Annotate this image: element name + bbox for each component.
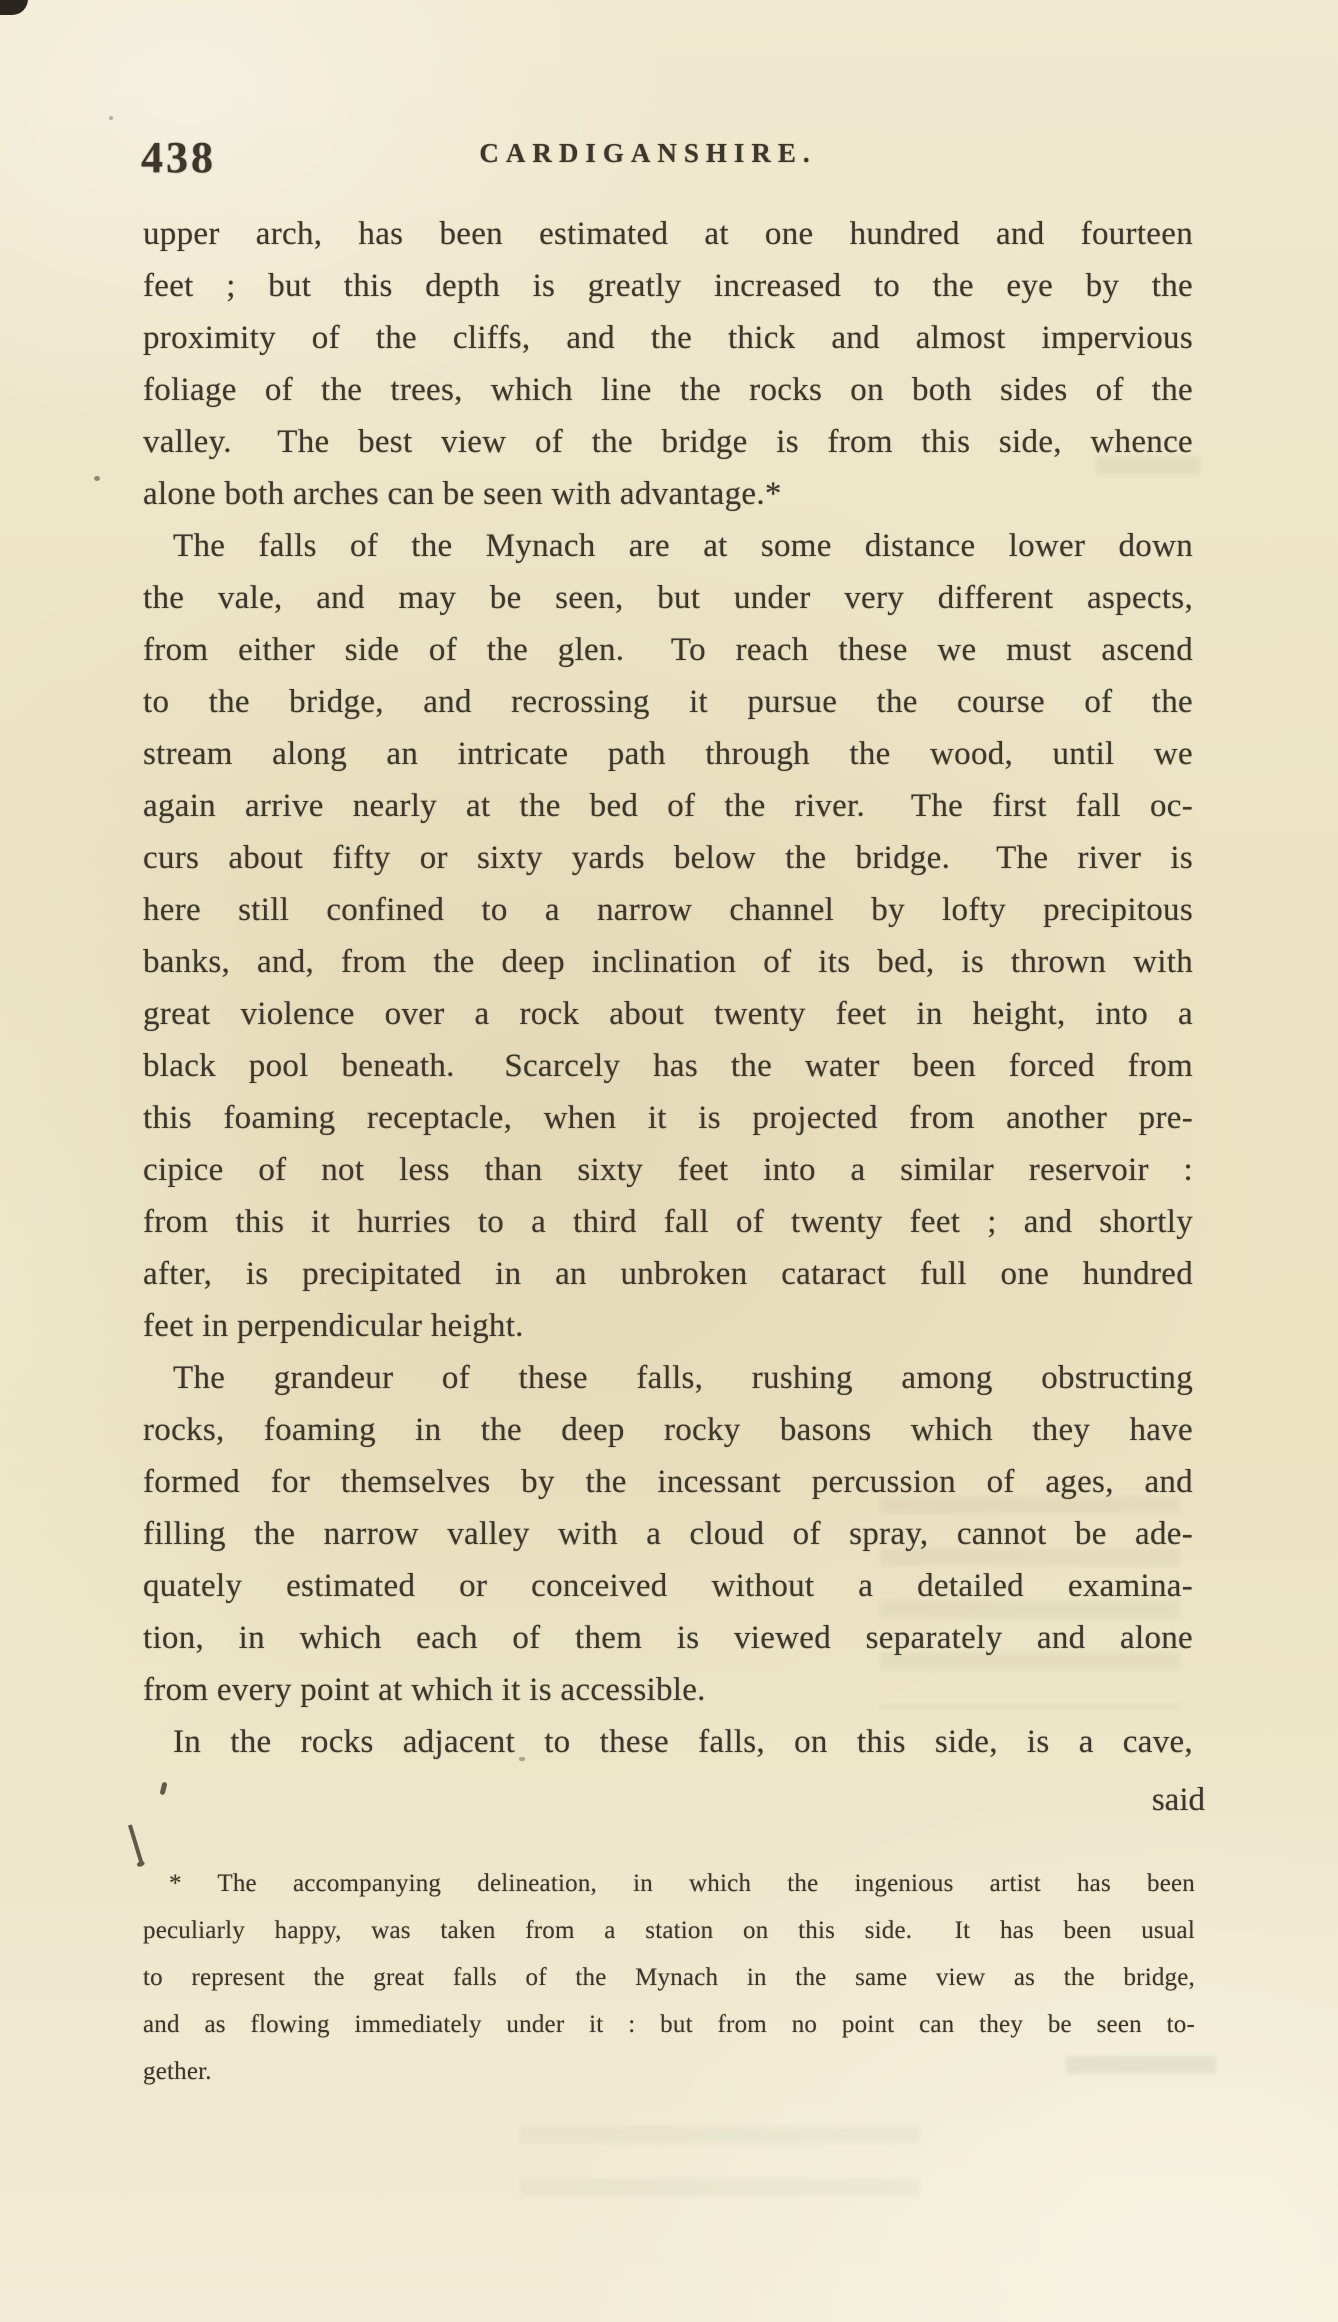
text-line: the vale, and may be seen, but under very different aspects, — [143, 580, 1193, 616]
text-line: banks, and, from the deep inclination of its bed, is thrown with — [143, 944, 1193, 980]
page-corner-ink-speck — [0, 0, 28, 15]
ink-speck — [94, 476, 100, 481]
text-line: stream along an intricate path through the wood, until we — [143, 736, 1193, 772]
text-line: from either side of the glen. To reach these we must ascend — [143, 632, 1193, 668]
text-line: from this it hurries to a third fall of twenty feet ; and shortly — [143, 1204, 1193, 1240]
text-line: black pool beneath. Scarcely has the water been forced from — [143, 1048, 1193, 1084]
text-line: cipice of not less than sixty feet into a similar reservoir : — [143, 1152, 1193, 1188]
footnote-line: * The accompanying delineation, in which the ingenious artist has been — [169, 1870, 1195, 1897]
text-line: this foaming receptacle, when it is projected from another pre- — [143, 1100, 1193, 1136]
running-title: CARDIGANSHIRE. — [479, 138, 817, 168]
text-line: proximity of the cliffs, and the thick and almost impervious — [143, 320, 1193, 356]
text-line: to the bridge, and recrossing it pursue the course of the — [143, 684, 1193, 720]
text-line: here still confined to a narrow channel by lofty precipitous — [143, 892, 1193, 928]
text-line: curs about fifty or sixty yards below the bridge. The river is — [143, 840, 1193, 876]
show-through-smudge — [520, 2110, 920, 2230]
text-line: feet ; but this depth is greatly increased to the eye by the — [143, 268, 1193, 304]
footnote-line: and as flowing immediately under it : but from no point can they be seen to- — [143, 2011, 1195, 2038]
text-line: after, is precipitated in an unbroken cataract full one hundred — [143, 1256, 1193, 1292]
footnote — [143, 1860, 1195, 2095]
text-line: feet in perpendicular height. — [143, 1308, 524, 1344]
text-line: rocks, foaming in the deep rocky basons which they have — [143, 1412, 1193, 1448]
footnote-line: peculiarly happy, was taken from a station on this side. It has been usual — [143, 1917, 1195, 1944]
ink-speck — [519, 1757, 525, 1761]
footnote-line: to represent the great falls of the Mynach in the same view as the bridge, — [143, 1964, 1195, 1991]
text-line: quately estimated or conceived without a detailed examina- — [143, 1568, 1193, 1604]
text-line: formed for themselves by the incessant percussion of ages, and — [143, 1464, 1193, 1500]
text-line: again arrive nearly at the bed of the river. The first fall oc- — [143, 788, 1193, 824]
text-line: from every point at which it is accessible. — [143, 1672, 706, 1708]
text-line: The falls of the Mynach are at some distance lower down — [173, 528, 1193, 564]
text-line: valley. The best view of the bridge is from this side, whence — [143, 424, 1193, 460]
catchword: said — [1151, 1782, 1205, 1818]
text-line: The grandeur of these falls, rushing among obstructing — [173, 1360, 1193, 1396]
page-number: 438 — [141, 133, 216, 182]
text-line: upper arch, has been estimated at one hundred and fourteen — [143, 216, 1193, 252]
text-line: alone both arches can be seen with advantage.* — [143, 476, 782, 512]
text-line: In the rocks adjacent to these falls, on this side, is a cave, — [173, 1724, 1193, 1760]
text-line: foliage of the trees, which line the rocks on both sides of the — [143, 372, 1193, 408]
footnote-line: gether. — [143, 2058, 212, 2085]
text-line: tion, in which each of them is viewed separately and alone — [143, 1620, 1193, 1656]
body-text — [143, 208, 1193, 1768]
stray-ink-stroke — [128, 1824, 144, 1865]
text-line: filling the narrow valley with a cloud of spray, cannot be ade- — [143, 1516, 1193, 1552]
text-line: great violence over a rock about twenty feet in height, into a — [143, 996, 1193, 1032]
ink-speck — [109, 116, 113, 120]
